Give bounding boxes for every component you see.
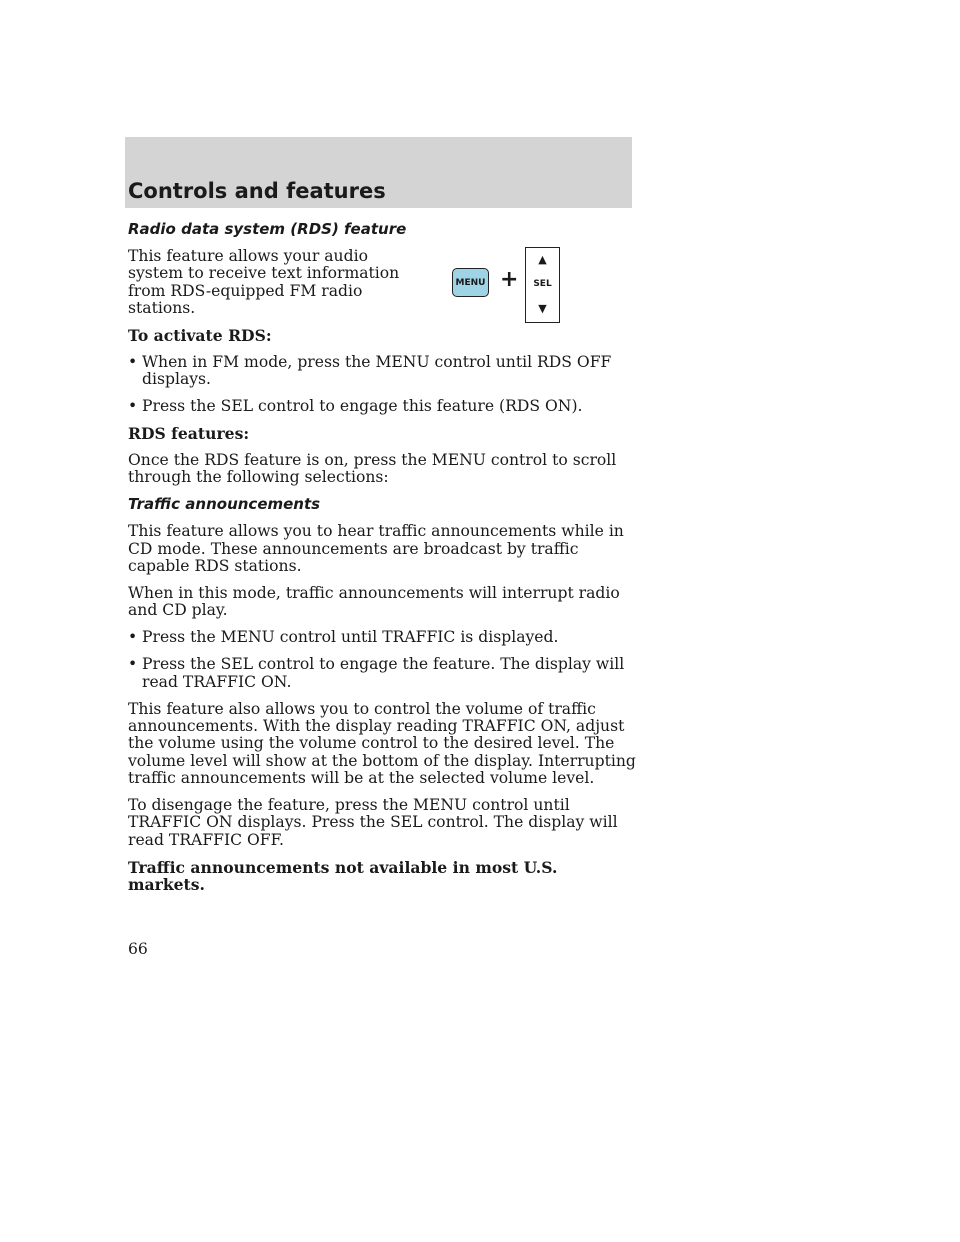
traffic-heading: Traffic announcements — [128, 495, 321, 514]
arrow-up-icon: ▲ — [538, 253, 547, 266]
traffic-steps — [128, 629, 638, 691]
list-item: • Press the MENU control until TRAFFIC is displayed. — [128, 629, 638, 646]
arrow-down-icon: ▼ — [538, 302, 547, 315]
rds-features-heading: RDS features: — [128, 424, 250, 444]
traffic-para-4: To disengage the feature, press the MENU control until TRAFFIC ON displays. Press the SEL control. The display will read TRAFFIC OFF. — [128, 796, 618, 849]
traffic-para-3: This feature also allows you to control the volume of traffic announcements. With the display reading TRAFFIC ON, adjust the volume using the volume control to the desired level. The volume level will show at the bottom of the display. Interrupting traffic announcements will be at the selected volume level. — [128, 699, 636, 788]
sel-button-label: SEL — [533, 279, 552, 289]
traffic-note: Traffic announcements not available in most U.S. markets. — [128, 857, 558, 895]
list-item: • When in FM mode, press the MENU control until RDS OFF displays. — [128, 354, 638, 389]
traffic-para-1: This feature allows you to hear traffic announcements while in CD mode. These announcements are broadcast by traffic capable RDS stations. — [128, 522, 624, 576]
page-number: 66 — [128, 940, 148, 958]
rds-heading: Radio data system (RDS) feature — [128, 220, 407, 238]
section-title: Controls and features — [128, 179, 386, 203]
rds-features-text: Once the RDS feature is on, press the MENU control to scroll through the following selections: — [128, 451, 617, 487]
rds-intro: This feature allows your audio system to receive text information from RDS-equipped FM radio stations. — [128, 246, 400, 318]
traffic-para-2: When in this mode, traffic announcements will interrupt radio and CD play. — [128, 584, 620, 620]
activate-rds-heading: To activate RDS: — [128, 326, 272, 346]
list-item: • Press the SEL control to engage the feature. The display will read TRAFFIC ON. — [128, 656, 638, 691]
plus-icon: + — [500, 267, 519, 292]
menu-button-label: MENU — [455, 277, 486, 288]
activate-rds-steps — [128, 354, 638, 416]
list-item: • Press the SEL control to engage this feature (RDS ON). — [128, 398, 638, 415]
page-content — [128, 221, 638, 903]
